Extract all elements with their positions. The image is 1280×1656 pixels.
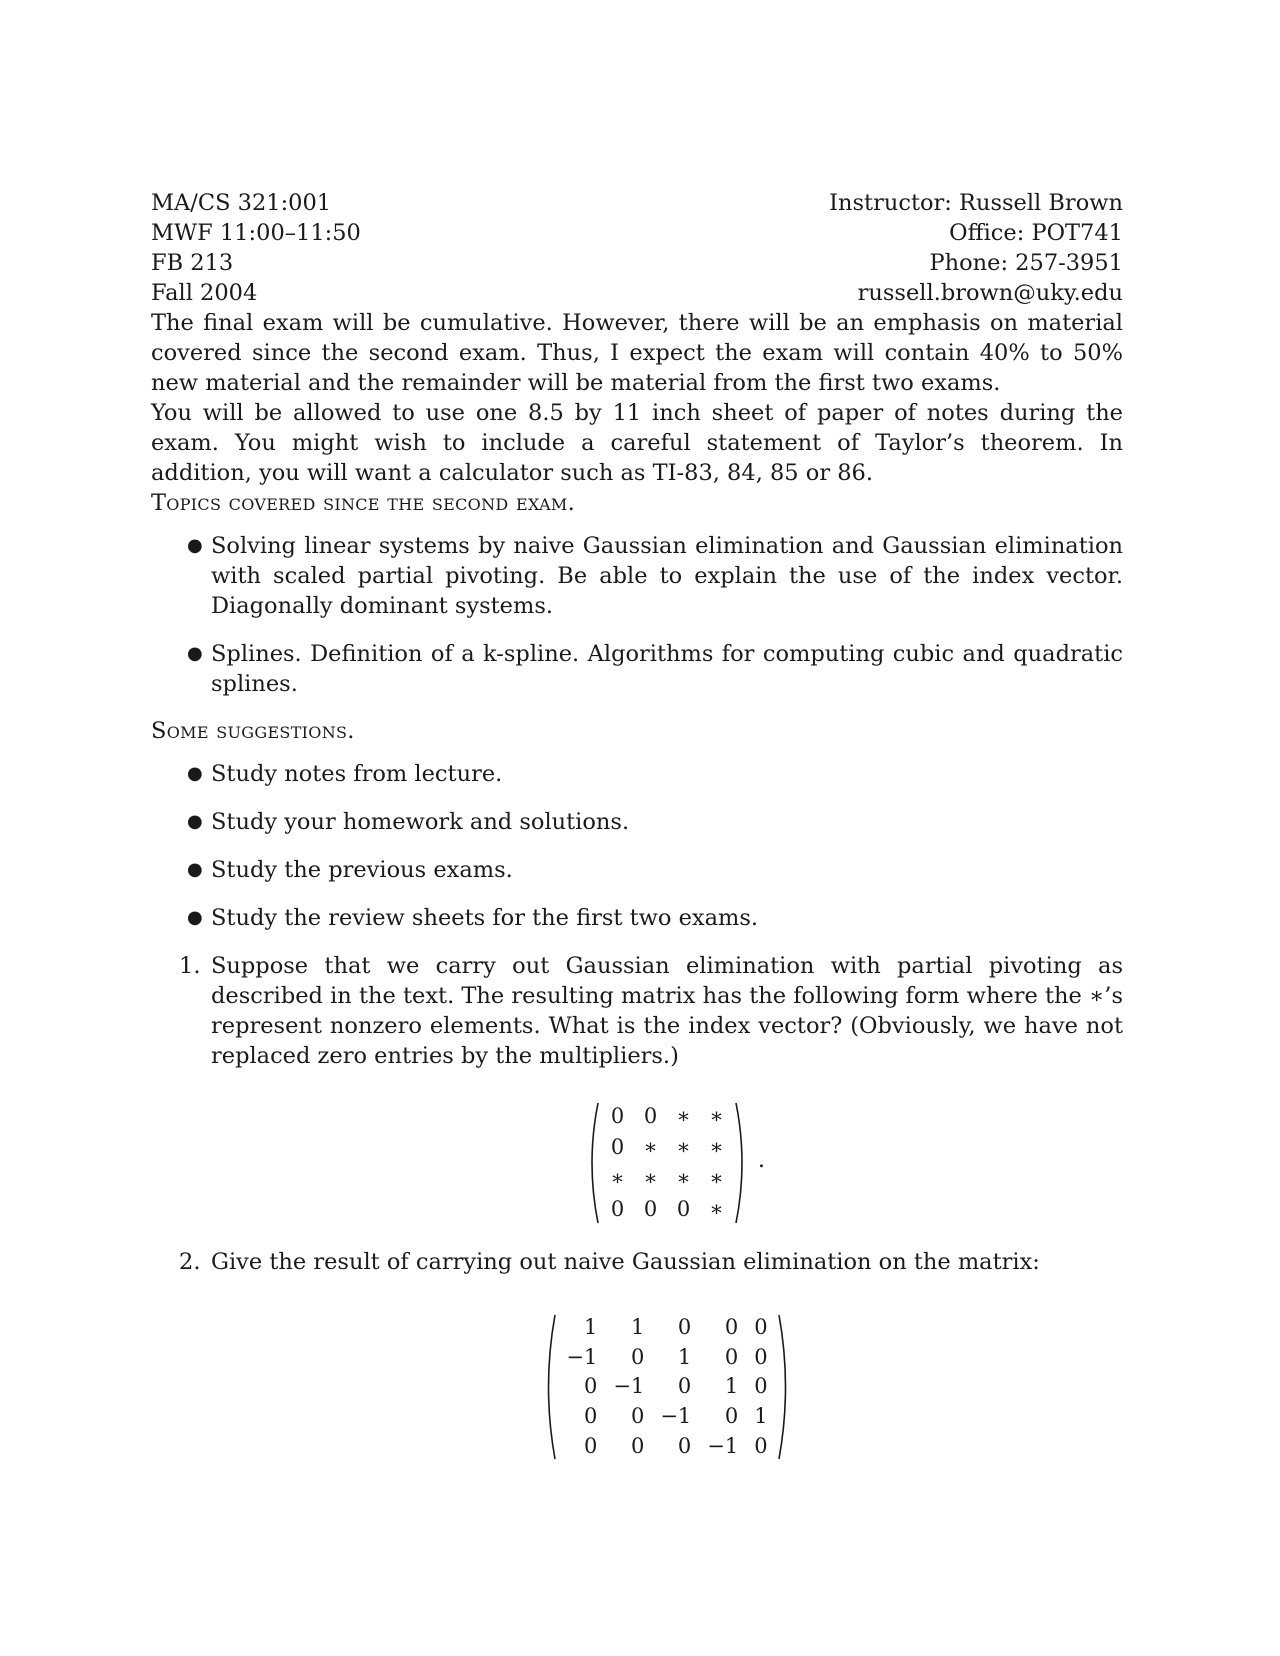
matrix-table (558, 1313, 775, 1461)
matrix-row (601, 1194, 733, 1225)
office-location: Office: POT741 (949, 220, 1123, 246)
matrix-cell: 0 (754, 1344, 768, 1369)
problem-item (151, 951, 1123, 1225)
problem-number: 2. (179, 1249, 201, 1275)
matrix-cell: 1 (630, 1315, 645, 1340)
matrix-cell: ∗ (610, 1166, 625, 1190)
matrix-cell: 0 (754, 1433, 768, 1458)
phone-number: Phone: 257-3951 (929, 250, 1123, 276)
problem-text: Suppose that we carry out Gaussian elimination with partial pivoting as described in the text. The resulting matrix has the following form where the ∗’s represent nonzero elements. What is the index vector? (Obviously, we have not replaced zero entries by the multipliers.) (211, 953, 1123, 1069)
matrix-cell: 0 (677, 1433, 692, 1458)
matrix-cell: 0 (610, 1104, 625, 1128)
matrix (540, 1313, 793, 1461)
matrix-display (211, 1101, 1123, 1225)
matrix-cell: 0 (754, 1374, 768, 1399)
bullet-icon: ● (187, 643, 203, 664)
suggestion-text: Study your homework and solutions. (211, 809, 630, 835)
matrix-cell: ∗ (709, 1104, 724, 1128)
matrix-cell: 0 (643, 1104, 658, 1128)
matrix-cell: ∗ (643, 1135, 658, 1159)
matrix-cell: 0 (630, 1404, 645, 1429)
matrix-cell: 0 (630, 1344, 645, 1369)
matrix-period: . (757, 1147, 765, 1173)
matrix-cell: −1 (660, 1404, 692, 1429)
matrix-cell: −1 (707, 1433, 739, 1458)
matrix-cell: ∗ (709, 1197, 724, 1221)
matrix-cell: 0 (610, 1135, 625, 1159)
notes-paragraph: You will be allowed to use one 8.5 by 11 inch sheet of paper of notes during the exam. You might wish to include a careful statement of Taylor’s theorem. In addition, you will want a calculator such as TI-83, 84, 85 or 86. (151, 400, 1123, 486)
matrix-cell: 0 (677, 1374, 692, 1399)
suggestion-item (151, 807, 1123, 837)
instructor-name: Instructor: Russell Brown (829, 190, 1123, 216)
bullet-icon: ● (187, 763, 203, 784)
bullet-icon: ● (187, 535, 203, 556)
topics-heading: Topics covered since the second exam. (151, 490, 576, 516)
matrix-cell: ∗ (676, 1104, 691, 1128)
suggestion-item (151, 855, 1123, 885)
topic-item (151, 531, 1123, 621)
classroom: FB 213 (151, 250, 234, 276)
left-paren-icon (540, 1313, 558, 1461)
matrix-cell: 0 (754, 1315, 768, 1340)
matrix-cell: 0 (583, 1374, 598, 1399)
matrix-cell: −1 (566, 1344, 598, 1369)
matrix-row (558, 1402, 775, 1432)
matrix (583, 1101, 765, 1225)
matrix-cell: ∗ (709, 1135, 724, 1159)
suggestion-text: Study the review sheets for the first two exams. (211, 905, 759, 931)
matrix-cell: ∗ (676, 1166, 691, 1190)
matrix-cell: 0 (610, 1197, 625, 1221)
problem-text: Give the result of carrying out naive Gaussian elimination on the matrix: (211, 1249, 1040, 1275)
suggestions-list (151, 759, 1123, 933)
matrix-cell: 0 (724, 1315, 739, 1340)
problems-list (151, 951, 1123, 1461)
header-row (151, 278, 1123, 308)
header-row (151, 188, 1123, 218)
suggestion-text: Study the previous exams. (211, 857, 513, 883)
suggestion-item (151, 759, 1123, 789)
bullet-icon: ● (187, 907, 203, 928)
matrix-cell: 1 (583, 1315, 598, 1340)
course-code: MA/CS 321:001 (151, 190, 332, 216)
topic-text: Splines. Definition of a k-spline. Algorithms for computing cubic and quadratic splines. (211, 641, 1123, 697)
matrix-cell: 1 (754, 1404, 768, 1429)
class-schedule: MWF 11:00–11:50 (151, 220, 361, 246)
matrix-row (558, 1343, 775, 1373)
matrix-cell: 0 (677, 1315, 692, 1340)
email-address: russell.brown@uky.edu (857, 280, 1123, 306)
matrix-table (601, 1101, 733, 1225)
matrix-row (558, 1372, 775, 1402)
topic-text: Solving linear systems by naive Gaussian elimination and Gaussian elimination with scaled partial pivoting. Be able to explain the use of the index vector. Diagonally dominant systems. (211, 533, 1123, 619)
matrix-row (558, 1313, 775, 1343)
matrix-cell: ∗ (709, 1166, 724, 1190)
matrix-cell: 0 (724, 1344, 739, 1369)
matrix-cell: 0 (643, 1197, 658, 1221)
matrix-cell: ∗ (676, 1135, 691, 1159)
term: Fall 2004 (151, 280, 258, 306)
header-row (151, 248, 1123, 278)
suggestion-item (151, 903, 1123, 933)
problem-item (151, 1247, 1123, 1461)
right-paren-icon (776, 1313, 794, 1461)
header-row (151, 218, 1123, 248)
matrix-display (211, 1313, 1123, 1461)
topic-item (151, 639, 1123, 699)
matrix-cell: ∗ (643, 1166, 658, 1190)
matrix-cell: 0 (630, 1433, 645, 1458)
header-block (151, 188, 1123, 308)
matrix-cell: 0 (583, 1433, 598, 1458)
matrix-cell: 0 (676, 1197, 691, 1221)
matrix-cell: −1 (613, 1374, 645, 1399)
exam-review-page (151, 188, 1123, 1461)
matrix-cell: 1 (677, 1344, 692, 1369)
right-paren-icon (733, 1101, 751, 1225)
left-paren-icon (583, 1101, 601, 1225)
matrix-cell: 0 (583, 1404, 598, 1429)
bullet-icon: ● (187, 859, 203, 880)
bullet-icon: ● (187, 811, 203, 832)
topics-list (151, 531, 1123, 699)
matrix-row (601, 1101, 733, 1132)
suggestions-heading: Some suggestions. (151, 718, 355, 744)
matrix-cell: 1 (724, 1374, 739, 1399)
intro-paragraph: The final exam will be cumulative. However, there will be an emphasis on material covered since the second exam. Thus, I expect the exam will contain 40% to 50% new material and the remainder will be material from the first two exams. (151, 310, 1123, 396)
matrix-row (601, 1132, 733, 1163)
problem-number: 1. (179, 953, 201, 979)
suggestion-text: Study notes from lecture. (211, 761, 503, 787)
matrix-row (558, 1431, 775, 1461)
matrix-row (601, 1163, 733, 1194)
matrix-cell: 0 (724, 1404, 739, 1429)
